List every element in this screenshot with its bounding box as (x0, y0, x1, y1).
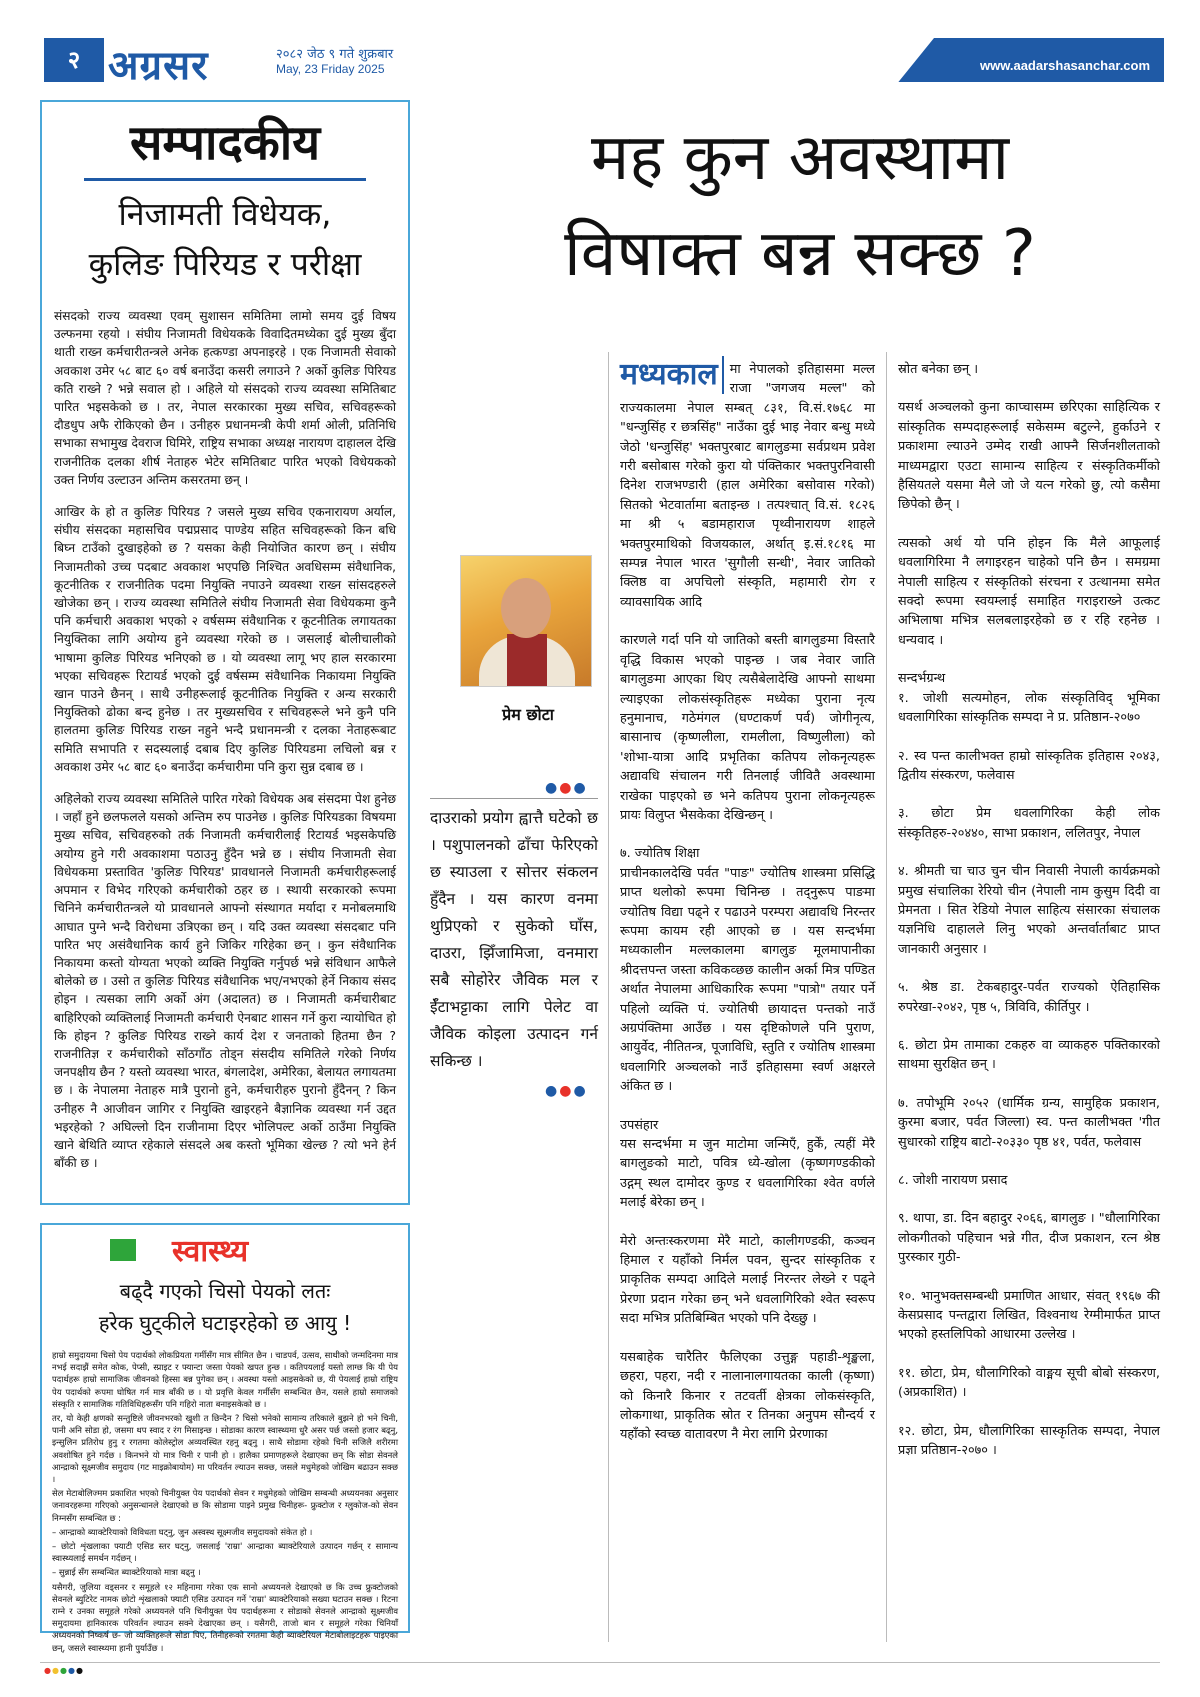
health-bullet: – आन्द्राको ब्याक्टेरियाको विविधता घट्नु, जुन अस्वस्थ सूक्ष्मजीव समुदायको संकेत हो । (52, 1526, 313, 1537)
reference-item: सन्दर्भग्रन्थ १. जोशी सत्यमोहन, लोक संस्कृतिविद् भूमिका धवलागिरिका सांस्कृतिक सम्पदा ने प्र. प्रतिष्ठान-२०७० (898, 671, 1160, 726)
dots-divider-icon: ●●● (545, 1083, 588, 1099)
health-header (52, 1225, 398, 1273)
author-name: प्रेम छोटा (502, 705, 554, 724)
author-photo-scarf (507, 634, 547, 687)
editorial-headline (54, 189, 396, 289)
editorial-paragraph: आखिर के हो त कुलिङ पिरियड ? जसले मुख्य सचिव एकनारायण अर्याल, संघीय संसदका महासचिव पद्मप्रसाद पाण्डेय सहित सचिवहरूको किन बधि बिघ्न टाउँको दुखाइहेको छ ? यसका केही नियोजित कारण छन् । संघीय निजामतीको उच्च पदबाट अवकाश भएपछि निश्चित अवधिसम्म संवैधानिक, कूटनीतिक र राजनीतिक पदमा नियुक्ति नपाउने व्यवस्था राख्न सांसदहरुले खोजेका छन् । राज्य व्यवस्था समितिले संघीय निजामती सेवा विधेयकमा कुनै पनि कर्मचारी अवकाश भएको २ वर्षसम्म संवैधानिक र कूटनीतिक लगायतका नियुक्तिका लागि अयोग्य हुने व्यवस्था गरेको छ । जसलाई बोलीचालीको भाषामा कुलिङ पिरियड भनिएको छ । यो व्यवस्था लागू भए हाल सरकारमा भएका सचिवहरू रिटायर्ड भएको दुई वर्षसम्म संवैधानिक निकायमा नियुक्ति खान पाउने छैनन् । साथै उनीहरूलाई कूटनीतिक नियुक्ति र अन्य सरकारी नियुक्तिको ढोका बन्द हुनेछ । तर मुख्यसचिव र सचिवहरूले भने कुनै पनि हालतमा कुलिङ पिरियड राख्न नहुने भन्दै प्रधानमन्त्री र दलका नेताहरूबाट समिति सभापति र सदस्यलाई दबाब दिए कुलिङ पिरियडमा लचिलो बन्न र अवकाश उमेर ५८ बाट ६० बनाउँदा कर्मचारीमा पनि कुरा सुन्न दबाब छ । (54, 505, 396, 774)
editorial-paragraph: अहिलेको राज्य व्यवस्था समितिले पारित गरेको विधेयक अब संसदमा पेश हुनेछ । जहाँ हुने छलफलले यसको अन्तिम रुप पाउनेछ । कुलिङ पिरियडका विषयमा मुख्य सचिव, सचिवहरुको तर्क निजामती कर्मचारीलाई रिटायर्ड भइसकेपछि अयोग्य हुने गरी अवकाशमा पठाउनु हुँदैन भन्ने छ । संघीय निजामती सेवा विधेयकमा प्रस्तावित 'कुलिङ पिरियड' प्रावधानले निजामती कर्मचारीहरूलाई अपमान र विभेद गरिएको कर्मचारीको ठहर छ । स्थायी सरकारको रूपमा चिनिने कर्मचारीतन्त्रले यो प्रावधानले आफ्नो संस्थागत मर्यादा र मनोबलमाथि आघात पुग्ने भन्दै विरोधमा उत्रिएका छन् । यदि उक्त व्यवस्था संसदबाट पनि पारित भए असंवैधानिक कार्य हुने जिकिर गरिहेका छन् । कुन संवैधानिक निकायमा कस्तो योग्यता भएको व्यक्ति नियुक्ति गर्नुपर्छ भन्ने संविधान आफैले बोलेको छ । उसो त कुलिङ पिरियड संवैधानिक भए/नभएको हेर्ने निकाय संसद होइन । त्यसका लागि अर्को अंग (अदालत) छ । निजामती कर्मचारीबाट बाहिरिएको व्यक्तिलाई निजामती कर्मचारी ऐनबाट शासन गर्ने कुरा न्यायोचित हो कि होइन ? कुलिङ पिरियड राख्ने कार्य देश र जनताको हितमा छैन ? राजनीतिज्ञ र कर्मचारीको साँठगाँठ तोड्न संसदीय समितिले गरेको निर्णय जनपक्षीय छैन ? यस्तो व्यवस्था भारत, बंगलादेश, अमेरिका, बेलायत लगायतमा छ । के नेपालमा नेताहरु मात्रै पुरानो हुने, कर्मचारीहरु पुरानो हुँदैनन् ? किन उनीहरु नै आजीवन जागिर र नियुक्ति खाइरहने बैज्ञानिक व्यवस्था गर्न उद्दत भइरहेको ? अघिल्लो दिन राजीनामा दिएर भोलिपल्ट अर्को ठाउँमा नियुक्ति खाने बेथिति व्याप्त रहेकाले संसदले अब कस्तो भूमिका खेल्छ ? त्यो भने हेर्न बाँकी छ । (54, 792, 396, 1171)
reference-item: ९. थापा, डा. दिन बहादुर २०६६, बागलुङ । "धौलागिरिका लोकगीतको पहिचान भन्ने गीत, दीज प्रकाशन, रत्न श्रेष्ठ पुरस्कार गुठी- (898, 1211, 1160, 1266)
page-header (0, 0, 1200, 89)
footer-divider (40, 1662, 1160, 1663)
column-divider (608, 352, 609, 1642)
editorial-paragraph: संसदको राज्य व्यवस्था एवम् सुशासन समितिमा लामो समय दुई विषय उल्फनमा रहयो । संघीय निजामती विधेयकके विवादितमध्येका दुई मुख्य बुँदा थाती राख्न कर्मचारीतन्त्रले अनेक हत्कण्डा अपनाइरहे । एक निजामती सेवाको अवकाश उमेर ५८ बाट ६० वर्ष बनाउँदा कसरी लगाउने ? अर्को कुलिङ पिरियड कति राख्ने ? भन्ने सवाल हो । अहिले यो संसदको राज्य व्यवस्था समितिबाट पारित भइसकेको छ । तर, नेपाल सरकारका मुख्य सचिव, सचिवहरूको दौडधुप अफै रोकिएको छैन । उनीहरु प्रधानमन्त्री केपी शर्मा ओली, प्रतिनिधि सभाका सभामुख देवराज घिमिरे, राष्ट्रिय सभाका अध्यक्ष नारायण दाहालल देखि राजनीतिक दलका शीर्ष नेताहरु भेटेर समितिबाट पारित भएको विधेयकको उक्त निर्णय उल्टाउन अन्तिम कसरतमा छन् । (54, 309, 396, 487)
health-headline (52, 1275, 398, 1339)
health-headline-line1: बढ्दै गएको चिसो पेयको लतः (119, 1279, 331, 1303)
health-paragraph: यसैगरी, जुलिया वड्सनर र समूहले १२ महिनामा गरेका एक सानो अध्ययनले देखाएको छ कि उच्च फ्रुक्टोजको सेवनले ब्युटिरेट नामक छोटो शृंखलाको फ्याटी एसिड उत्पादन गर्ने 'राम्रा' ब्याक्टेरियाको सख्या घटाउन सक्छ । रिटना राम्ने र उनका समूहले गरेको अध्ययनले पनि चिनीयुक्त पेय पदार्थहरूमा र सोडाको सेवनले आन्द्राको सूक्ष्मजीव समुदायमा हानिकारक परिवर्तन ल्याउन सक्ने देखाएका छन् । यसैगरी, ताजो बान र समूहले गरेका चिनियाँ अध्ययनको निष्कर्ष छ- जो व्यक्तिहरूले सोडा पिए, तिनीहरूको रगतमा केही ब्याक्टेरियल मेटाबोलाइटहरू पाइएका छन्, जसले स्वास्थ्यमा हानी पुर्याउँछ । (52, 1581, 398, 1653)
reference-item: २. स्व पन्त कालीभक्त हाम्रो सांस्कृतिक इतिहास २०४३, द्वितीय संस्करण, फलेवास (898, 748, 1160, 783)
article-paragraph-text: मा नेपालको इतिहासमा मल्ल राजा "जगजय मल्ल" को राज्यकालमा नेपाल सम्बत् ८३१, वि.सं.१७६८ मा "धन्जुसिंह र छत्रसिंह" नाउँका दुई भाइ नेवार बन्धु मध्ये जेठो 'धन्जुसिंह' भक्तपुरबाट बागलुङमा सर्वप्रथम प्रवेश गरी बसोबास गरेको कुरा यो पंक्तिकार भक्तपुरनिवासी दिनेश राजभण्डारी (हाल अमेरिका बसोवास गरेको) सितको भेटवार्तामा बताइन्छ । तत्पश्चात् वि.सं. १८२६ मा श्री ५ बडामहाराज पृथ्वीनारायण शाहले भक्तपुरमाथिको विजयकाल, अर्थात् इ.सं.१८१६ मा सम्पन्न नेपाल भारत 'सुगौली सन्धी', नेवार जातिको क्लिष्ठ वा अपचिलो संस्कृति, महामारी रोग र व्यावसायिक आदि (620, 362, 875, 610)
reference-item: ७. तपोभूमि २०५२ (धार्मिक ग्रन्य, सामुहिक प्रकाशन, कुरमा बजार, पर्वत जिल्ला) स्व. पन्त कालीभक्त 'गीत सुधारको राष्ट्रिय बाटो-२०३३० पृष्ठ ४१, पर्वत, फलेवास (898, 1095, 1160, 1150)
article-headline-line1: मह कुन अवस्थामा (590, 121, 1010, 195)
editorial-headline-line1: निजामती विधेयक, (118, 195, 332, 233)
editorial-body (54, 307, 396, 1172)
article-kicker: मध्यकाल (620, 356, 724, 394)
reference-item: १२. छोटा, प्रेम, धौलागिरिका सास्कृतिक सम्पदा, नेपाल प्रज्ञा प्रतिष्ठान-२०७० । (898, 1423, 1160, 1459)
article-headline (430, 110, 1170, 302)
author-photo-face (501, 578, 551, 638)
reference-item: ४. श्रीमती चा चाउ चुन चीन निवासी नेपाली कार्यक्रमको प्रमुख संचालिका रेरियो चीन (नेपाली नाम कुसुम दिदी वा प्रेमनता । सित रेडियो नेपाल साहित्य संसारका संचालक यज्ञनिधि दाहालले लिनु भएको अन्तर्वार्ताबाट प्राप्त जानकारी अनुसार । (898, 864, 1160, 957)
article-paragraph: यसर्थ अञ्चलको कुना काप्चासम्म छरिएका साहित्यिक र सांस्कृतिक सम्पदाहरूलाई सकेसम्म बटुल्ने, हुर्काउने र प्रकाशमा ल्याउने उम्मेद राखी आफ्नै सिर्जनशीलताको माध्यमद्वारा एउटा सामान्य साहित्य र संस्कृतिकर्मीको हैसियतले यसमा मैले जो जे यत्न गरेको छु, त्यो कसैमा छिपेको छैन् । (898, 400, 1160, 513)
dots-divider-icon: ●●● (545, 780, 588, 796)
article-paragraph: मेरो अन्तःस्करणमा मेरै माटो, कालीगण्डकी, कञ्चन हिमाल र यहाँको निर्मल पवन, सुन्दर सांस्कृतिक र प्राकृतिक सम्पदा आदिले मलाई निरन्तर लेख्ने र पढ्ने प्रेरणा प्रदान गरेका छन् भने धवलागिरिको श्वेत स्वरूप सदा मभित्र प्रतिबिम्बित भएको पनि देख्छु । (620, 1233, 875, 1327)
reference-item: ६. छोटा प्रेम तामाका टकहरु वा व्याकहरु पक्तिकारको साथमा सुरक्षित छन् । (898, 1037, 1160, 1073)
reference-item: ५. श्रेष्ठ डा. टेकबहादुर-पर्वत राज्यको ऐतिहासिक रुपरेखा-२०४२, पृष्ठ ५, त्रिविवि, कीर्तिपुर । (898, 980, 1160, 1015)
article-paragraph: यसबाहेक चारैतिर फैलिएका उत्तुङ्ग पहाडी-शृङ्खला, छहरा, पहरा, नदी र नालानालगायतका काली (कृष्णा) को किनारै किनार र तटवर्ती क्षेत्रका लोकसंस्कृति, लोकगाथा, प्राकृतिक स्रोत र तिनका अनुपम सौन्दर्य र यहाँको स्वच्छ वातावरण नै मेरा लागि प्रेरणाका (620, 1349, 875, 1443)
date-nepali: २०८२ जेठ ९ गते शुक्रबार (276, 47, 394, 62)
health-bullet: – छोटो शृंखलाका फ्याटी एसिड स्तर घट्नु, जसलाई 'राम्रा' आन्द्राका ब्याक्टेरियाले उत्पादन गर्छन् र सामान्य स्वास्थ्यलाई समर्थन गर्दछन् । (52, 1541, 398, 1564)
author-photo (460, 555, 592, 687)
masthead-logo: अग्रसर (108, 43, 209, 89)
article-paragraph (620, 357, 875, 612)
page-number: २ (44, 38, 104, 82)
article-column-1 (620, 357, 875, 1464)
reference-item: ८. जोशी नारायण प्रसाद (898, 1173, 1008, 1188)
health-body (52, 1349, 398, 1654)
health-paragraph: हाम्रो समुदायमा चिसो पेय पदार्थको लोकप्रियता गर्मीसँग मात्र सीमित छैन । चाडपर्व, उत्सव, साथीको जन्मदिनमा मात्र नभई सदाझैं समेत कोक, पेप्सी, स्प्राइट र फ्यान्टा जस्ता पेयको खपत हुन्छ । कतिपयलाई यस्तो लाग्छ कि यी पेय पदार्थहरू हाम्रो सामाजिक जीवनको हिस्सा बन्न पुगेका छन् । अवस्था यस्तो आइसकेको छ, यी पेयलाई हाम्रो राष्ट्रिय पेय पदार्थको रूपमा घोषित गर्न मात्र बाँकी छ । यो प्रवृत्ति केवल गर्मीसँग सम्बन्धित छैन, यसले हाम्रो समाजको संस्कृति र सामाजिक गतिविधिहरूसँग पनि गहिरो नाता बनाइसकेको छ । (52, 1350, 398, 1409)
pull-quote: दाउराको प्रयोग ह्वात्तै घटेको छ । पशुपालनको ढाँचा फेरिएको छ स्याउला र सोत्तर संकलन हुँदैन । यस कारण वनमा थुप्रिएको र सुकेको घाँस, दाउरा, झिँजामिजा, वनमारा सबै सोहोरेर जैविक मल र ईँटाभट्टाका लागि पेलेट वा जैविक कोइला उत्पादन गर्न सकिन्छ । (430, 798, 598, 1075)
health-label: स्वास्थ्य (172, 1234, 249, 1269)
website-link[interactable]: www.aadarshasanchar.com (980, 58, 1151, 73)
article-paragraph: स्रोत बनेका छन् । (898, 362, 979, 377)
article-paragraph: ७. ज्योतिष शिक्षा प्राचीनकालदेखि पर्वत "पाङ" ज्योतिष शास्त्रमा प्रसिद्धि प्राप्त थलोको रूपमा चिनिन्छ । तद्नुरूप पाङमा ज्योतिष विद्या पढ्ने र पढाउने परम्परा अद्यावधि निरन्तर रूपमा कायम रही आएको छ । यस सन्दर्भमा मध्यकालीन मल्लकालमा बागलुङ मूलमापानीका श्रीदत्तपन्त जस्ता कविकव्छछ कालीन अर्का मित्र पण्डित अर्थात नेपालमा आधिकारिक रूपमा "पात्रो" तयार पर्ने पहिलो व्यक्ति पं. ज्योतिषी छायादत्त पन्तको नाउँ अग्रपंक्तिमा आउँछ । यस दृष्टिकोणले पनि पुराण, आयुर्वेद, नीतितन्त्र, पूजाविधि, स्तुति र ज्योतिष शास्त्रमा धवलागिरि अञ्चलको नाउँ इतिहासमा स्वर्ण अक्षरले अंकित छ । (620, 846, 875, 1095)
reference-item: ३. छोटा प्रेम धवलागिरिका केही लोक संस्कृतिहरु-२०४४०, साभा प्रकाशन, ललितपुर, नेपाल (898, 806, 1160, 841)
article-paragraph: कारणले गर्दा पनि यो जातिको बस्ती बागलुङमा विस्तारै वृद्धि विकास भएको पाइन्छ । जब नेवार जाति बागलुङमा आएका थिए त्यसैबेलादेखि आफ्नो साथमा ल्याइएका लोकसंस्कृतिहरू मध्येका पुराना नृत्य हनुमानाच, गठेमंगल (घण्टाकर्ण पर्व) जोगीनृत्य, बासानाच (कृष्णलीला, रामलीला, विष्णुलीला) को 'शोभा-यात्रा आदि प्रभृतिका कतिपय लोकनृत्यहरू अद्यावधि संचालन गरी तिनलाई जीवितै अवस्थामा राखेका पाइएको छ भने कतिपय पुराना लोकनृत्यहरू प्रायः विलुप्त भैसकेका देखिन्छन् । (620, 633, 875, 823)
article-headline-line2: विषाक्त बन्न सक्छ ? (564, 217, 1036, 291)
editorial-label: सम्पादकीय (129, 115, 321, 171)
health-paragraph: तर, यो केही क्षणको सन्तुष्टिले जीवनभरको खुशी त छिन्दैन ? चिसो भनेको सामान्य तरिकाले बुझने हो भने चिनी, पानी अनि सोडा हो, जसमा थप स्वाद र रंग मिसाइन्छ । सोडाका कारण स्वास्थ्यमा धुरै असर पर्छ जस्तो हजार बढ्नु, इन्सुलिन प्रतिरोध हुनु र रगतमा कोलेस्ट्रोल अव्यवस्थित रहनु बढ्नु । साथै सोडामा रहेको चिनी सजिलै शरीरमा अवशोषित हुने गर्दछ । किनभने यो मात्र चिनी र पानी हो । हालैका प्रमाणहरूले देखाएका छन् कि सोडा सेवनले आन्द्राको सूक्ष्मजीव समुदाय (गट माइक्रोबायोम) मा परिवर्तन ल्याउन सक्छ, जसले मधुमेहको जोखिम बढाउन सक्छ । (52, 1413, 398, 1485)
health-headline-line2: हरेक घुट्कीले घटाइरहेको छ आयु ! (98, 1311, 352, 1335)
green-square-icon (110, 1239, 136, 1261)
article-paragraph: उपसंहार यस सन्दर्भमा म जुन माटोमा जन्मिएँ, हुर्कें, त्यहीं मेरै बागलुङको माटो, पवित्र ध्ये-खोला (कृष्णगण्डकीको उद्गम् स्थल दामोदर कुण्ड र धवलागिरिका श्वेत वर्णले मलाई बेरेका छन् । (620, 1117, 875, 1211)
article-column-2 (898, 360, 1160, 1479)
health-paragraph: सेल मेटाबोलिज्मम प्रकाशित भएको चिनीयुक्त पेय पदार्थको सेवन र मधुमेहको जोखिम सम्बन्धी अध्ययनका अनुसार जनावरहरूमा गरिएको अनुसन्धानले देखाएको छ कि सोडामा पाइने प्रमुख चिनीहरू- फ्रुक्टोज र ग्लुकोज-को सेवन निम्नसँग सम्बन्धित छ : (52, 1488, 398, 1523)
editorial-divider (84, 178, 366, 181)
color-registration-icon: ●●●●● (44, 1666, 84, 1675)
editorial-box (40, 100, 410, 1205)
date-english: May, 23 Friday 2025 (276, 62, 385, 76)
reference-item: ११. छोटा, प्रेम, धौलागिरिको वाङ्मय सूची बोबो संस्करण, (अप्रकाशित) । (898, 1365, 1160, 1401)
column-divider (886, 352, 887, 1642)
health-bullet: – सुन्नाई सँग सम्बन्धित ब्याक्टेरियाको मात्रा बढ्नु । (52, 1567, 201, 1578)
reference-item: १०. भानुभक्तसम्बन्धी प्रमाणित आधार, संवत् १९६७ की केसप्रसाद पन्तद्वारा लिखित, विश्वनाथ रेग्मीमार्फत प्राप्त भएको हस्तलिपिको आधारमा उल्लेख । (898, 1288, 1160, 1343)
editorial-headline-line2: कुलिङ पिरियड र परीक्षा (88, 245, 362, 283)
health-box (40, 1223, 410, 1653)
article-paragraph: त्यसको अर्थ यो पनि होइन कि मैले आफूलाई धवलागिरिमा नै लगाइरहन चाहेको पनि छैन । समग्रमा नेपाली साहित्य र संस्कृतिको संरचना र उत्थानमा समेत सक्दो रूपमा स्वयम्लाई समाहित गराइराख्ने उत्कट अभिलाषा मभित्र सलबलाइरहेको छ र रहि रहनेछ । धन्यवाद । (898, 535, 1160, 648)
